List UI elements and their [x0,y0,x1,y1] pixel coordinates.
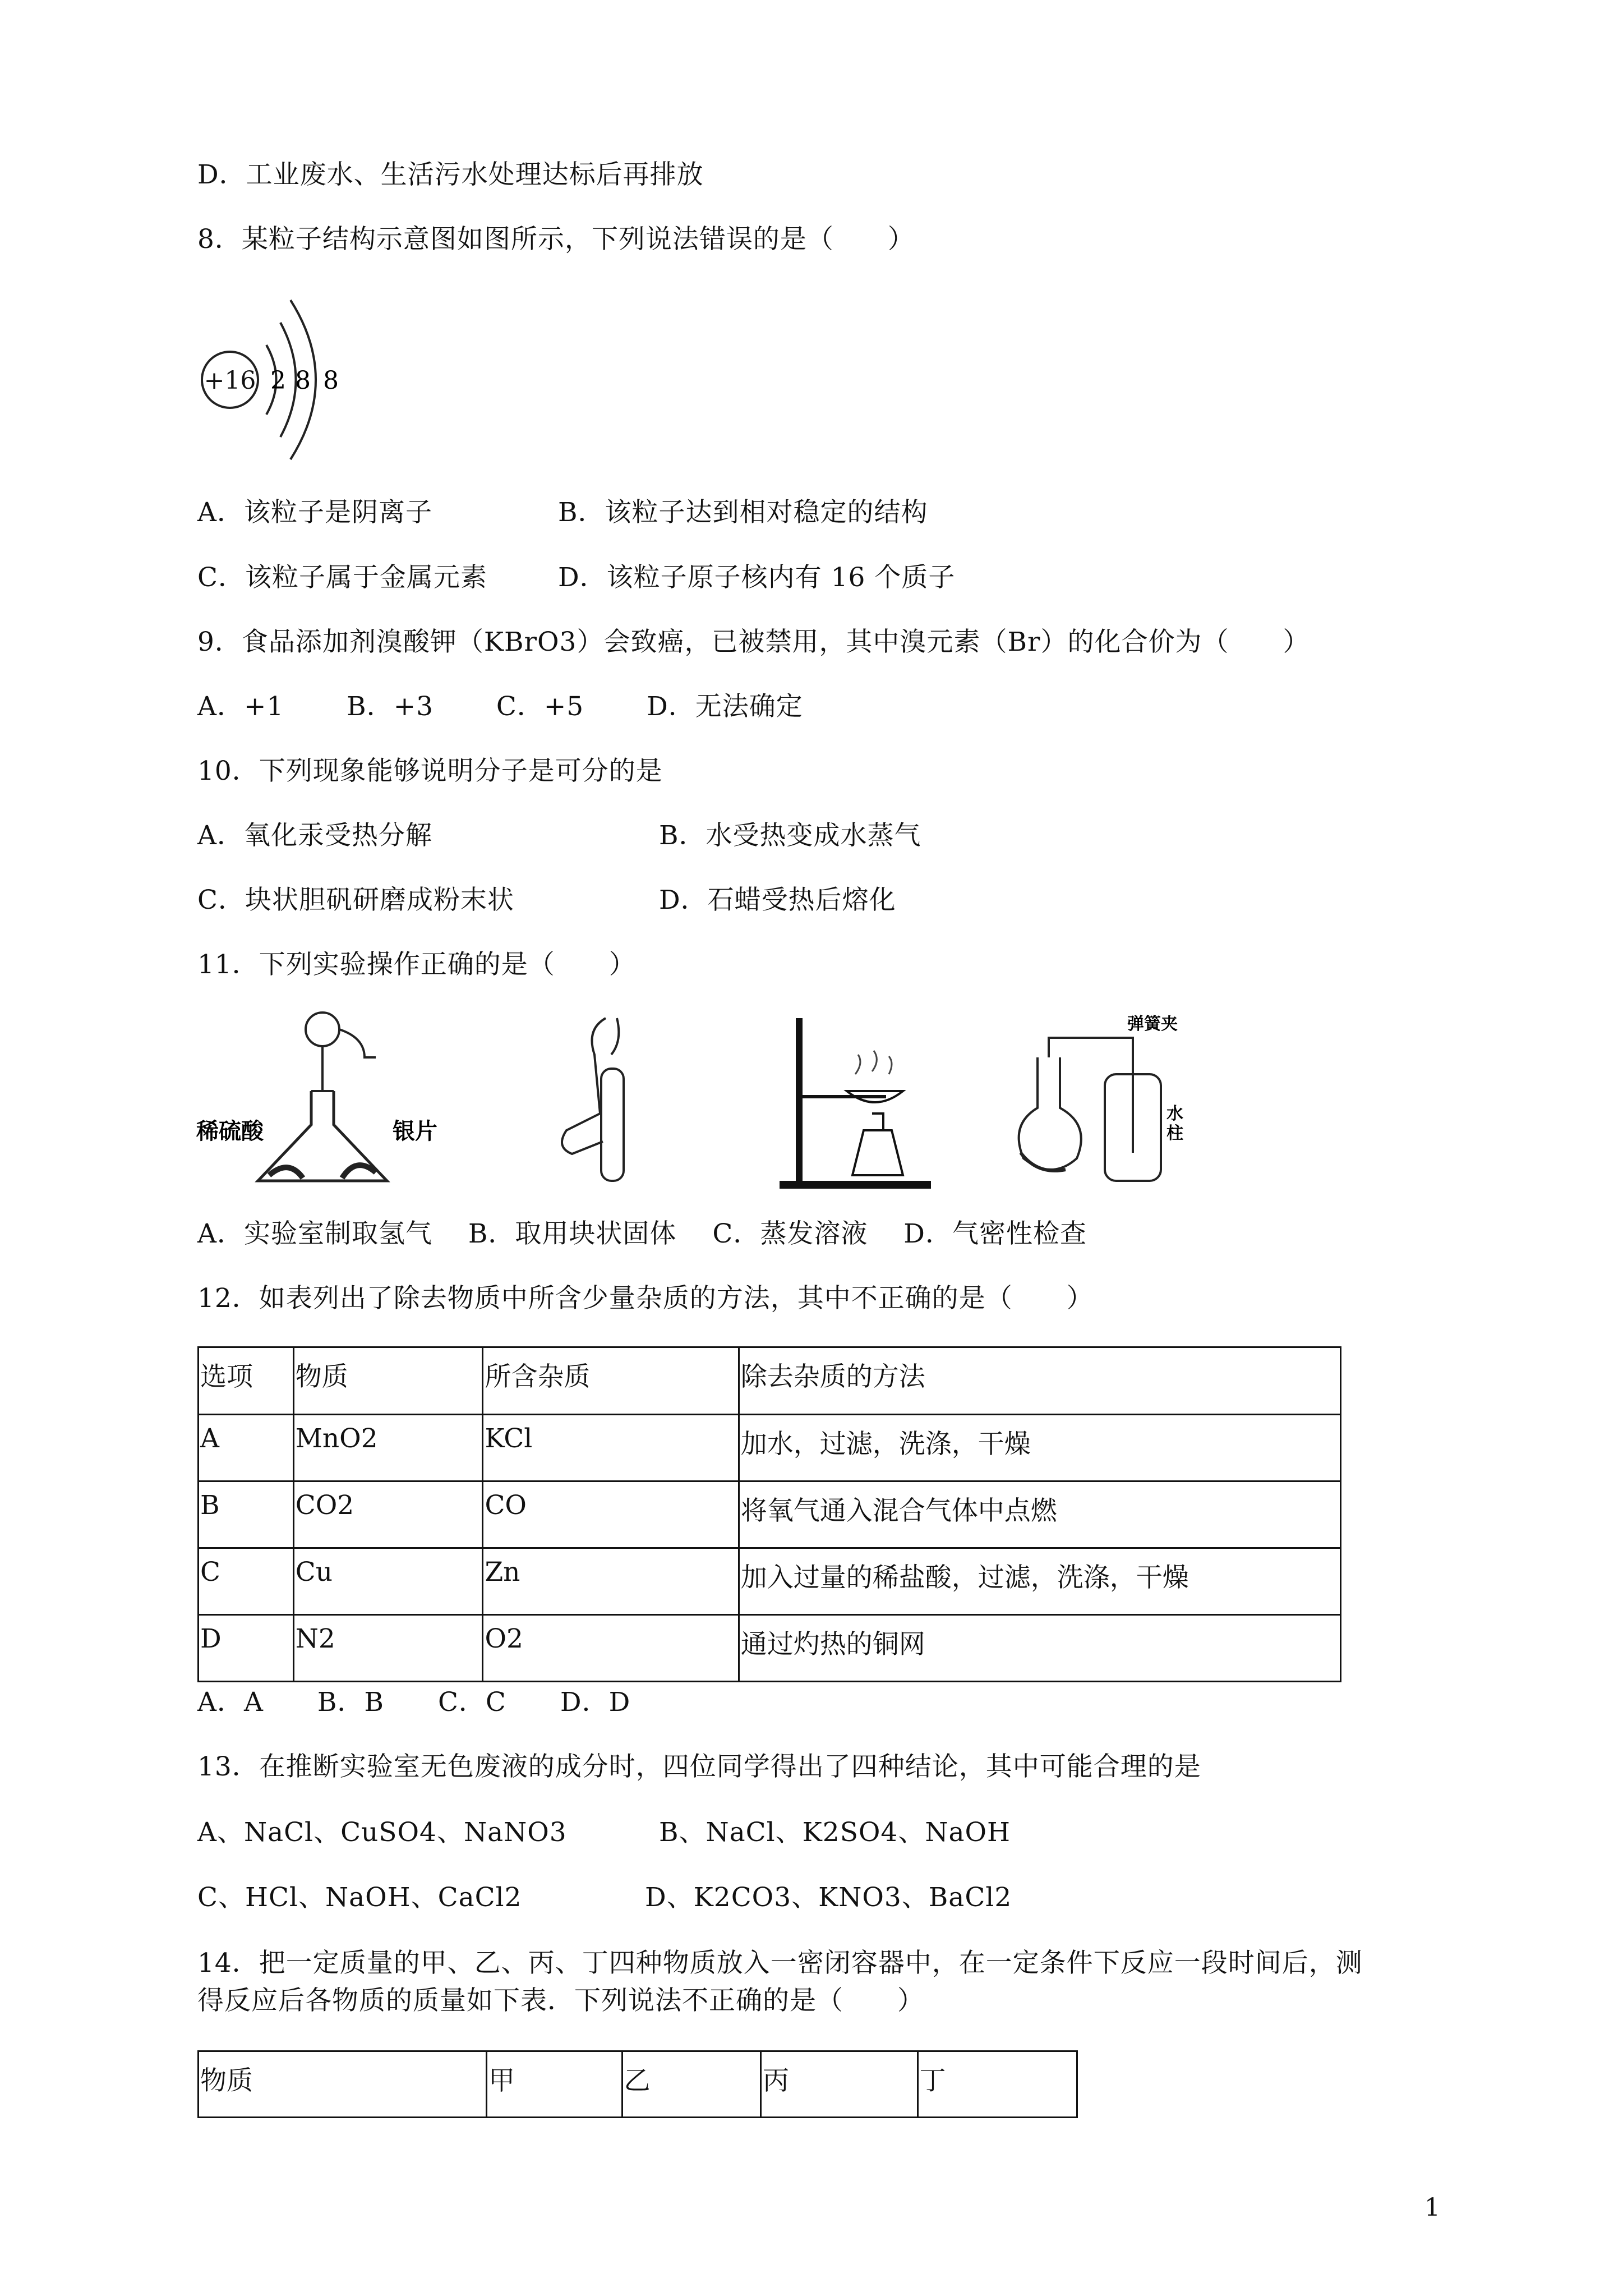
question-8: 8．某粒子结构示意图如图所示，下列说法错误的是（ ） [197,224,915,255]
acid-label: 稀硫酸 [196,1119,264,1144]
table-row [199,1481,1341,1548]
table-cell: 将氧气通入混合气体中点燃 [739,1481,1340,1548]
table-cell: 丁 [917,2051,1077,2118]
water-label-2: 柱 [1166,1124,1183,1143]
table-cell: 丙 [761,2051,917,2118]
option-c-q8: C．该粒子属于金属元素 [197,562,487,593]
question-14-line-1: 14．把一定质量的甲、乙、丙、丁四种物质放入一密闭容器中，在一定条件下反应一段时间后，测 [197,1948,1363,1978]
table-row [199,1615,1341,1682]
lab-figure-a [196,1007,454,1192]
question-9: 9．食品添加剂溴酸钾（KBrO3）会致癌，已被禁用，其中溴元素（Br）的化合价为（ ） [197,627,1310,657]
table-row [199,1548,1341,1615]
clamp-label: 弹簧夹 [1127,1014,1178,1034]
question-14-line-2: 得反应后各物质的质量如下表．下列说法不正确的是（ ） [197,1985,924,2016]
options-q12: A．A B．B C．C D．D [197,1687,631,1718]
table-cell: 乙 [622,2051,761,2118]
table-cell: N2 [293,1615,483,1682]
impurity-table [197,1346,1341,1682]
table-cell: D [199,1615,294,1682]
table-row [199,1415,1341,1481]
option-b-q8: B．该粒子达到相对稳定的结构 [558,497,928,528]
atom-structure-diagram [196,283,353,468]
table-cell: Zn [483,1548,739,1615]
table-cell: MnO2 [293,1415,483,1481]
option-d-q8: D．该粒子原子核内有 16 个质子 [558,562,956,593]
options-q11: A．实验室制取氢气 B．取用块状固体 C．蒸发溶液 D．气密性检查 [197,1218,1087,1249]
option-d-q10: D．石蜡受热后熔化 [659,885,896,915]
option-a-q10: A．氧化汞受热分解 [197,820,432,851]
table-row [199,1347,1341,1415]
table-row [199,2051,1077,2118]
shell-2-count: 8 [295,366,311,395]
option-c-q10: C．块状胆矾研磨成粉末状 [197,885,514,915]
shell-3-count: 8 [323,366,339,395]
water-label-1: 水 [1166,1104,1183,1124]
table-cell: 通过灼热的铜网 [739,1615,1340,1682]
table-cell: CO [483,1481,739,1548]
table-cell: 所含杂质 [483,1347,739,1415]
option-b-q10: B．水受热变成水蒸气 [659,820,921,851]
question-13: 13．在推断实验室无色废液的成分时，四位同学得出了四种结论，其中可能合理的是 [197,1751,1201,1782]
option-a-q8: A．该粒子是阴离子 [197,497,432,528]
silver-label: 银片 [393,1119,437,1144]
option-d-q13: D、K2CO3、KNO3、BaCl2 [645,1882,1012,1913]
table-cell: 甲 [486,2051,622,2118]
nucleus-label: +16 [204,366,256,395]
table-cell: 选项 [199,1347,294,1415]
option-b-q13: B、NaCl、K2SO4、NaOH [659,1817,1011,1848]
question-12: 12．如表列出了除去物质中所含少量杂质的方法，其中不正确的是（ ） [197,1283,1094,1314]
lab-figure-b [533,1007,667,1192]
page-number: 1 [1424,2193,1440,2222]
table-cell: 物质 [199,2051,487,2118]
mass-table [197,2050,1078,2118]
table-cell: CO2 [293,1481,483,1548]
option-a-q13: A、NaCl、CuSO4、NaNO3 [197,1817,567,1848]
option-d-q7: D．工业废水、生活污水处理达标后再排放 [197,159,704,190]
question-11: 11．下列实验操作正确的是（ ） [197,949,636,980]
table-cell: C [199,1548,294,1615]
table-cell: 物质 [293,1347,483,1415]
table-cell: KCl [483,1415,739,1481]
shell-1-count: 2 [270,366,286,395]
table-cell: 加水，过滤，洗涤，干燥 [739,1415,1340,1481]
table-cell: Cu [293,1548,483,1615]
options-q9: A．+1 B．+3 C．+5 D．无法确定 [197,691,803,722]
lab-figure-c [774,1007,942,1192]
table-cell: O2 [483,1615,739,1682]
option-c-q13: C、HCl、NaOH、CaCl2 [197,1882,522,1913]
lab-figure-d [998,1007,1200,1192]
table-cell: 加入过量的稀盐酸，过滤，洗涤，干燥 [739,1548,1340,1615]
question-10: 10．下列现象能够说明分子是可分的是 [197,756,663,786]
table-cell: A [199,1415,294,1481]
table-cell: 除去杂质的方法 [739,1347,1340,1415]
table-cell: B [199,1481,294,1548]
